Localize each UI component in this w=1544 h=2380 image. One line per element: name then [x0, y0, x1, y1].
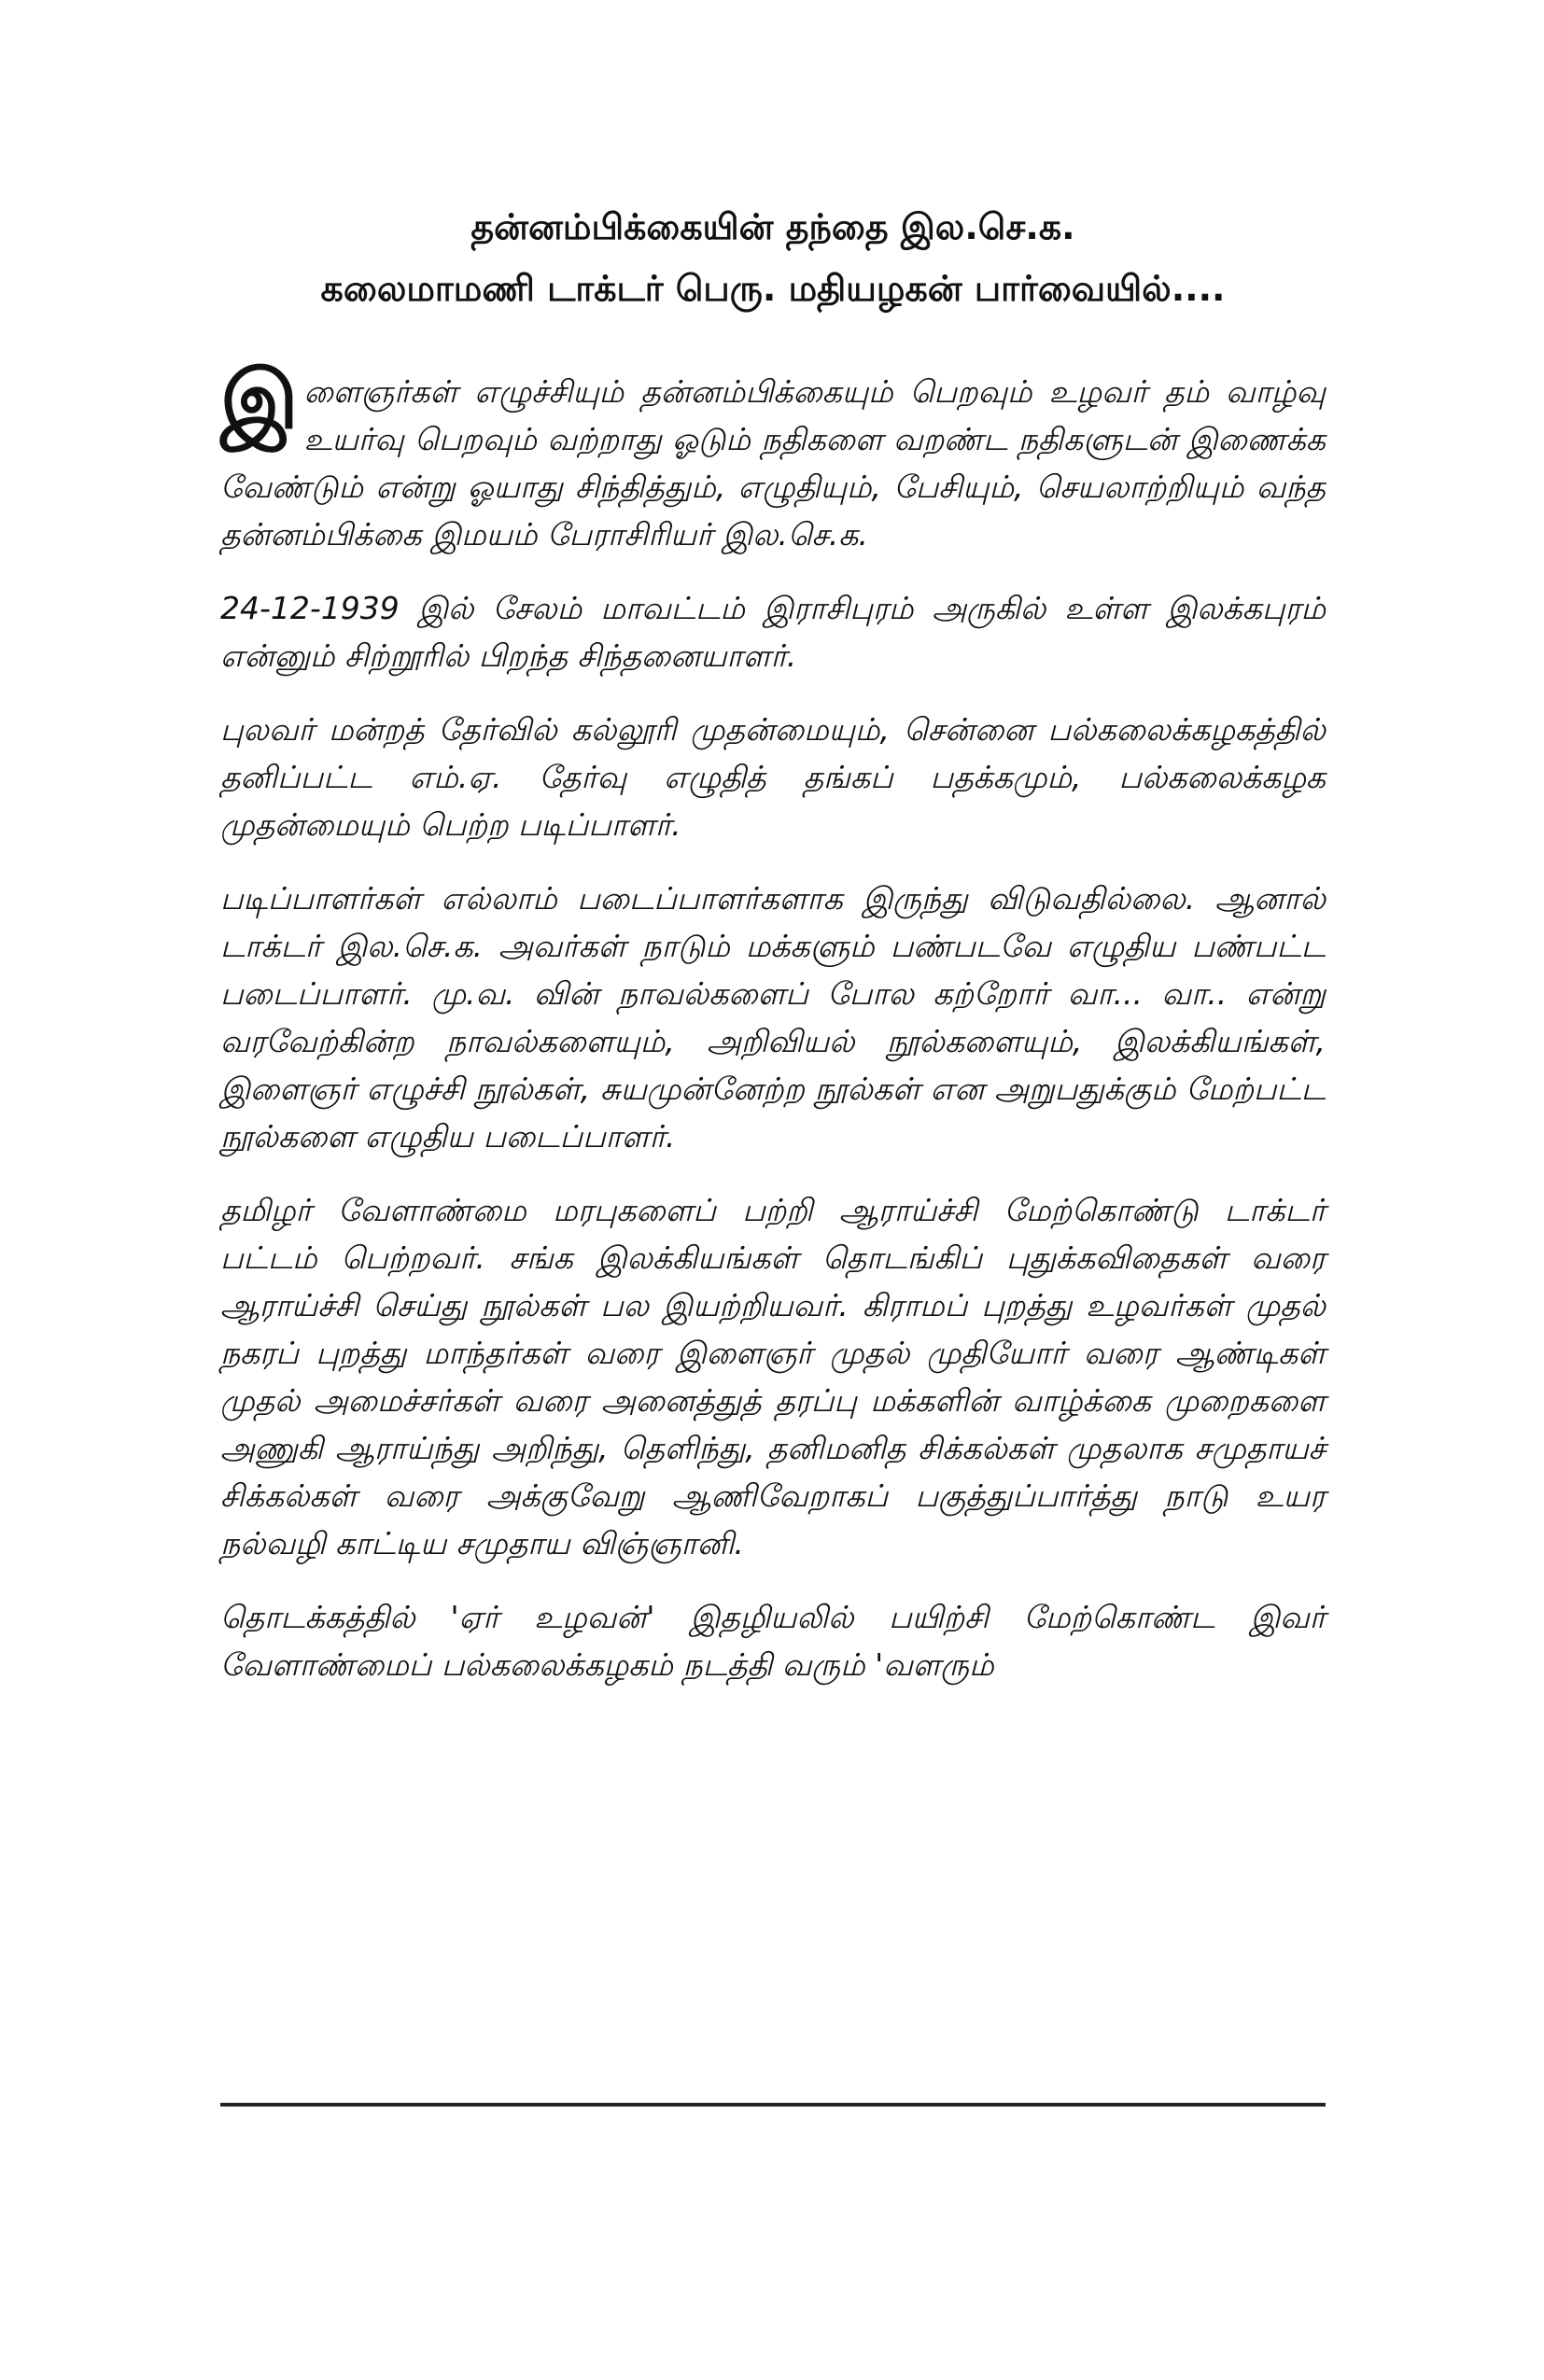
paragraph-1: [220, 354, 1326, 558]
paragraph-1-text: ளைஞர்கள் எழுச்சியும் தன்னம்பிக்கையும் பெறவும் உழவர் தம் வாழ்வு உயர்வு பெறவும் வற்றாது ஓடும் நதிகளை வறண்ட நதிகளுடன் இணைக்க வேண்டும் என்று ஓயாது சிந்தித்தும், எழுதியும், பேசியும், செயலாற்றியும் வந்த தன்னம்பிக்கை இமயம் பேராசிரியர் இல.செ.க.: [220, 373, 1326, 553]
paragraph-4: படிப்பாளர்கள் எல்லாம் படைப்பாளர்களாக இருந்து விடுவதில்லை. ஆனால் டாக்டர் இல.செ.க. அவர்கள் நாடும் மக்களும் பண்படவே எழுதிய பண்பட்ட படைப்பாளர். மு.வ. வின் நாவல்களைப் போல கற்றோர் வா... வா.. என்று வரவேற்கின்ற நாவல்களையும், அறிவியல் நூல்களையும், இலக்கியங்கள், இளைஞர் எழுச்சி நூல்கள், சுயமுன்னேற்ற நூல்கள் என அறுபதுக்கும் மேற்பட்ட நூல்களை எழுதிய படைப்பாளர்.: [220, 880, 1326, 1155]
paragraph-5: தமிழர் வேளாண்மை மரபுகளைப் பற்றி ஆராய்ச்சி மேற்கொண்டு டாக்டர் பட்டம் பெற்றவர். சங்க இலக்கியங்கள் தொடங்கிப் புதுக்கவிதைகள் வரை ஆராய்ச்சி செய்து நூல்கள் பல இயற்றியவர். கிராமப் புறத்து உழவர்கள் முதல் நகரப் புறத்து மாந்தர்கள் வரை இளைஞர் முதல் முதியோர் வரை ஆண்டிகள் முதல் அமைச்சர்கள் வரை அனைத்துத் தரப்பு மக்களின் வாழ்க்கை முறைகளை அணுகி ஆராய்ந்து அறிந்து, தெளிந்து, தனிமனித சிக்கல்கள் முதலாக சமுதாயச் சிக்கல்கள் வரை அக்குவேறு ஆணிவேறாகப் பகுத்துப்பார்த்து நாடு உயர நல்வழி காட்டிய சமுதாய விஞ்ஞானி.: [220, 1192, 1326, 1561]
title-line-1: தன்னம்பிக்கையின் தந்தை இல.செ.க.: [470, 206, 1075, 247]
paragraph-6: தொடக்கத்தில் 'ஏர் உழவன்' இதழியலில் பயிற்சி மேற்கொண்ட இவர் வேளாண்மைப் பல்கலைக்கழகம் நடத்தி வரும் 'வளரும்: [220, 1599, 1326, 1683]
drop-cap: இ: [220, 354, 299, 447]
title-line-2: கலைமாமணி டாக்டர் பெரு. மதியழகன் பார்வையில்....: [320, 268, 1226, 309]
paragraph-2: 24-12-1939 இல் சேலம் மாவட்டம் இராசிபுரம் அருகில் உள்ள இலக்கபுரம் என்னும் சிற்றூரில் பிறந்த சிந்தனையாளர்.: [220, 590, 1326, 674]
document-page: [220, 196, 1326, 1715]
paragraph-3: புலவர் மன்றத் தேர்வில் கல்லூரி முதன்மையும், சென்னை பல்கலைக்கழகத்தில் தனிப்பட்ட எம்.ஏ. தேர்வு எழுதித் தங்கப் பதக்கமும், பல்கலைக்கழக முதன்மையும் பெற்ற படிப்பாளர்.: [220, 711, 1326, 843]
page-title: [220, 196, 1326, 319]
footer-divider: [220, 2103, 1326, 2107]
